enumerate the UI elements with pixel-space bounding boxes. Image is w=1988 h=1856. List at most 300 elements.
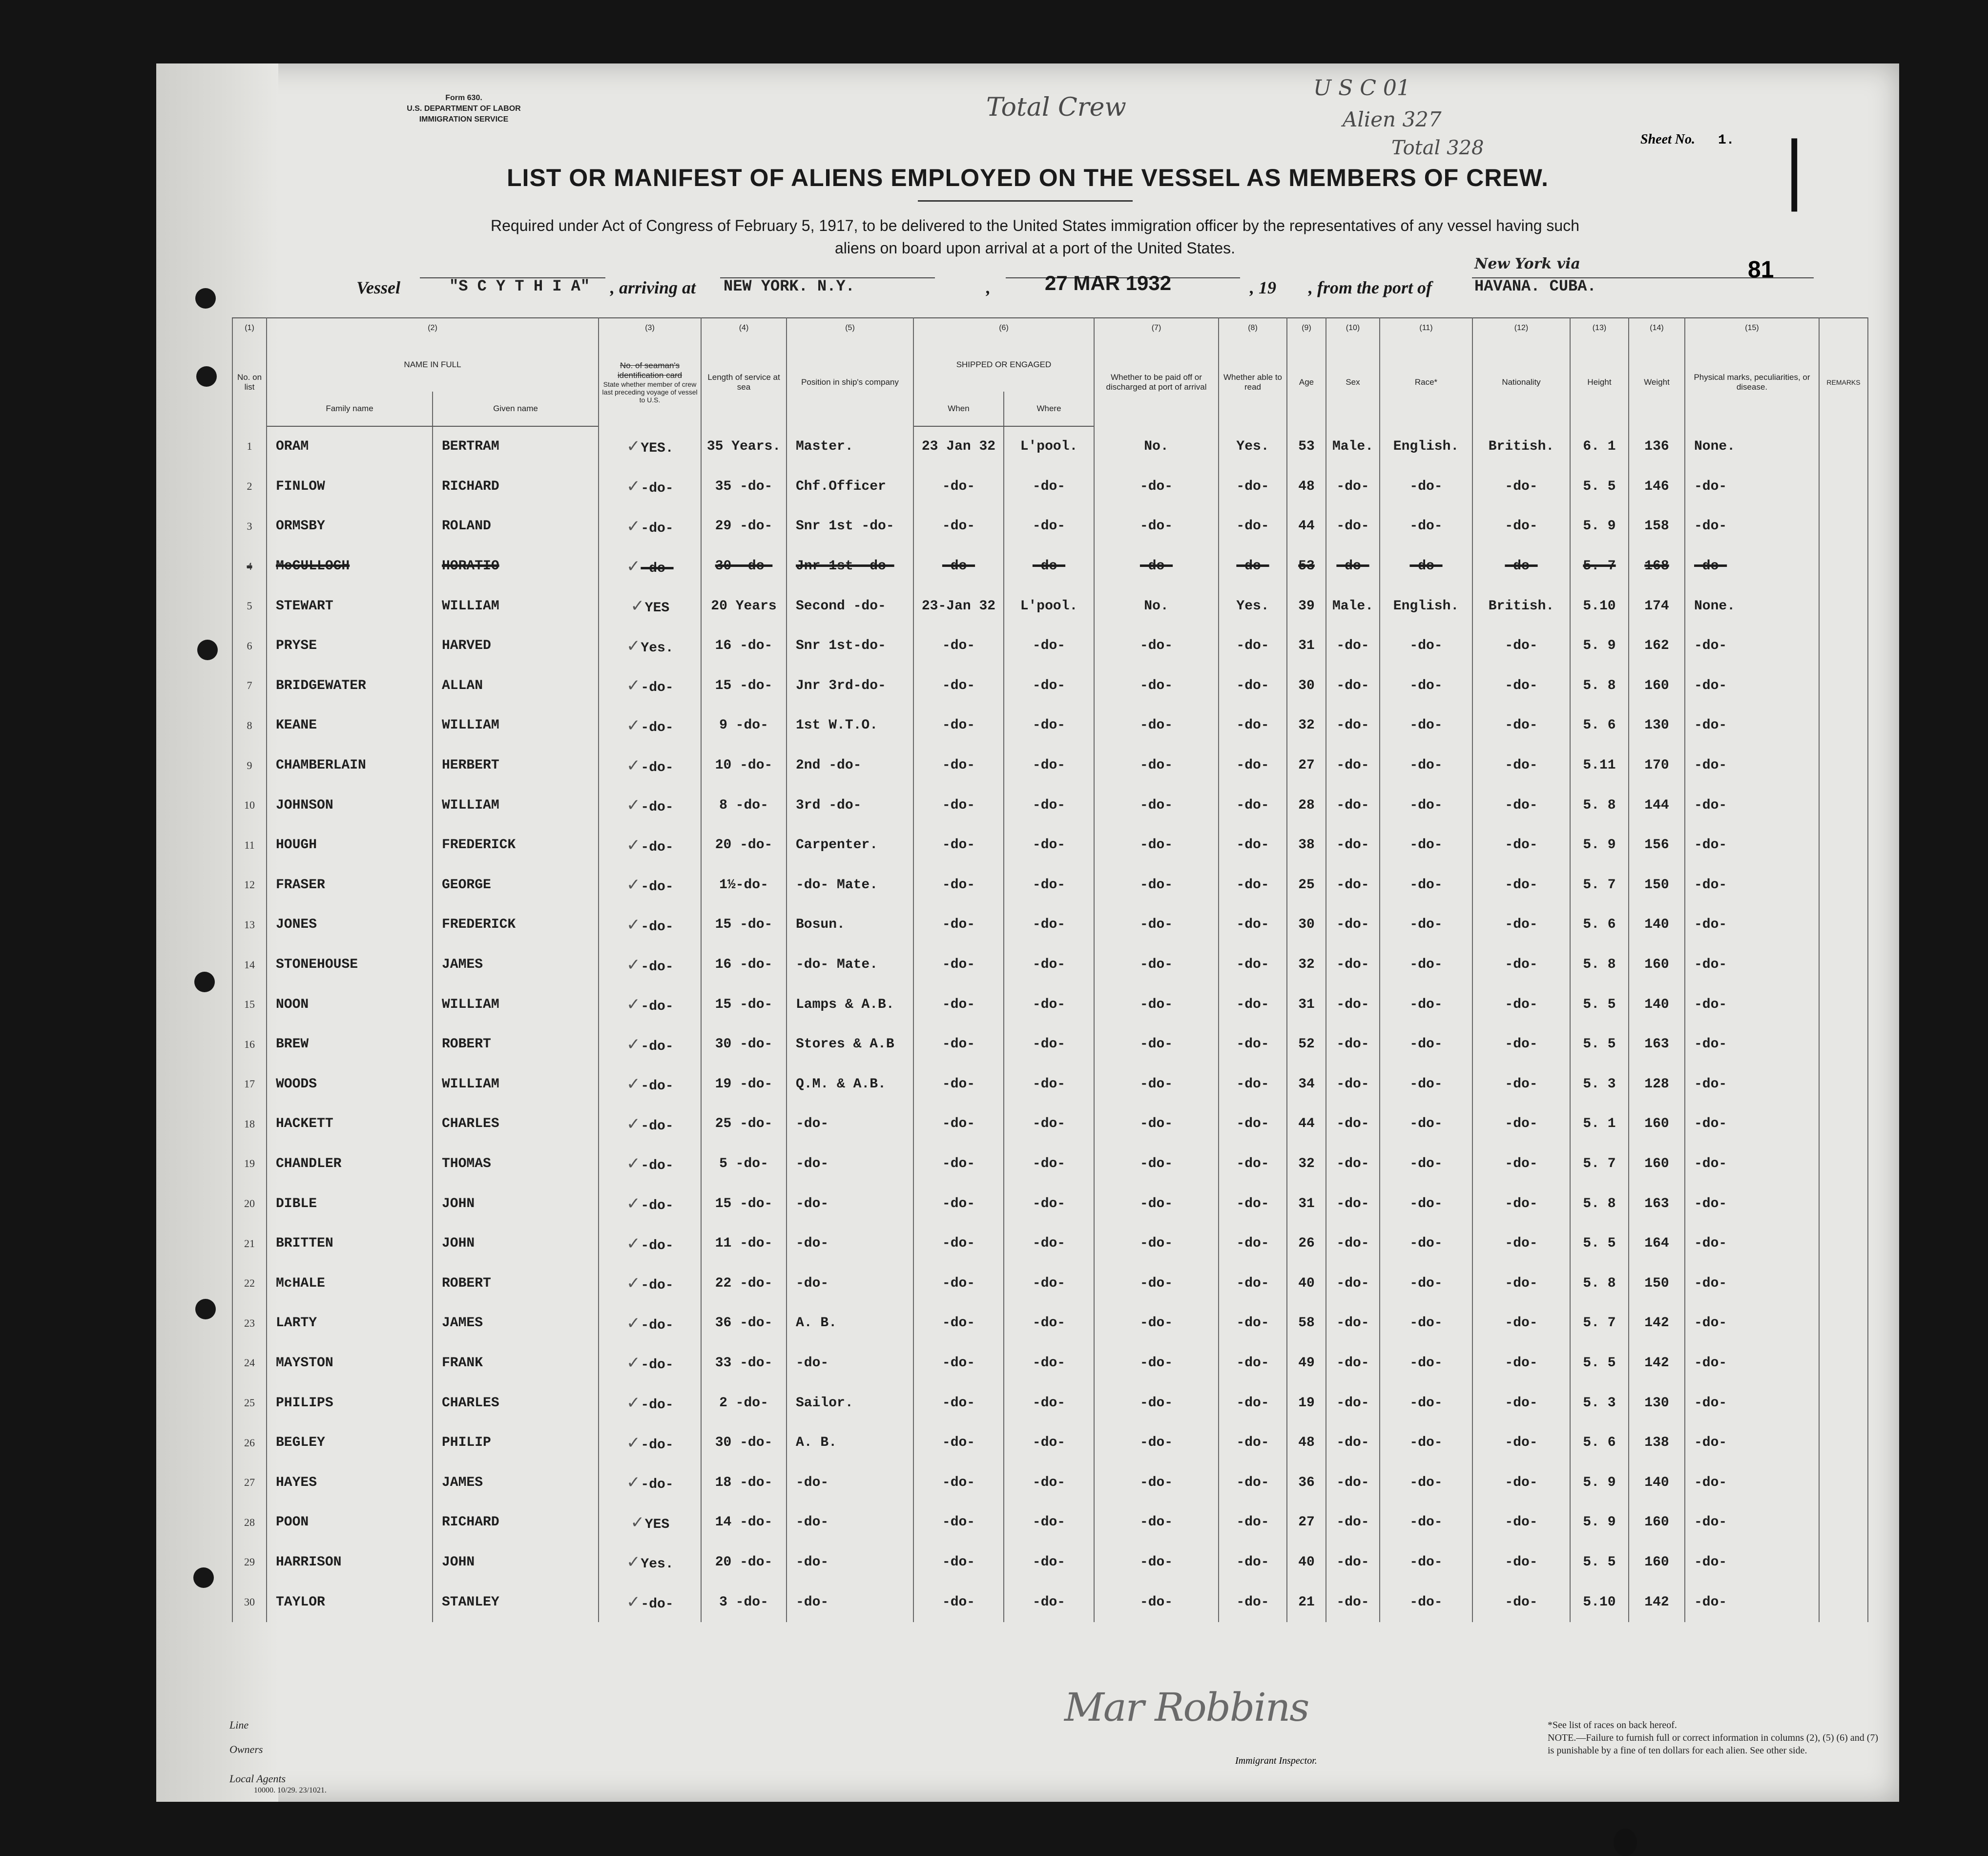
remarks bbox=[1819, 1024, 1868, 1064]
family-name: STEWART bbox=[267, 586, 433, 626]
weight: 150 bbox=[1629, 865, 1685, 905]
physical-marks: None. bbox=[1685, 586, 1819, 626]
weight: 142 bbox=[1629, 1582, 1685, 1622]
height: 5. 7 bbox=[1570, 546, 1629, 586]
previous-voyage-value: -do- bbox=[641, 1238, 674, 1253]
nationality: -do- bbox=[1472, 666, 1570, 706]
length-of-service: 2 -do- bbox=[701, 1383, 787, 1423]
crew-row bbox=[232, 546, 1868, 586]
position: -do- bbox=[787, 1104, 913, 1144]
able-to-read: -do- bbox=[1219, 666, 1287, 706]
colnum-3: (3) bbox=[599, 318, 701, 338]
height: 6. 1 bbox=[1570, 426, 1629, 467]
shipped-when: -do- bbox=[913, 1343, 1004, 1383]
colnum-5: (5) bbox=[787, 318, 913, 338]
header-physical: Physical marks, peculiarities, or disease. bbox=[1685, 338, 1819, 426]
shipped-where: -do- bbox=[1004, 506, 1094, 546]
previous-voyage bbox=[599, 666, 701, 706]
able-to-read: -do- bbox=[1219, 1502, 1287, 1543]
position: Carpenter. bbox=[787, 825, 913, 865]
paid-off: -do- bbox=[1094, 666, 1219, 706]
footnote-block bbox=[1548, 1719, 1880, 1757]
crew-row bbox=[232, 1462, 1868, 1502]
race: -do- bbox=[1380, 1303, 1472, 1343]
physical-marks: -do- bbox=[1685, 546, 1819, 586]
height: 5.10 bbox=[1570, 1582, 1629, 1622]
form-department: U.S. DEPARTMENT OF LABOR bbox=[407, 104, 521, 113]
nationality: -do- bbox=[1472, 984, 1570, 1024]
able-to-read: -do- bbox=[1219, 1303, 1287, 1343]
sex: Male. bbox=[1326, 586, 1380, 626]
able-to-read: -do- bbox=[1219, 626, 1287, 666]
given-name: FREDERICK bbox=[433, 825, 599, 865]
sex: -do- bbox=[1326, 506, 1380, 546]
row-number: 28 bbox=[232, 1502, 267, 1543]
paid-off: -do- bbox=[1094, 1104, 1219, 1144]
race: -do- bbox=[1380, 1263, 1472, 1303]
previous-voyage bbox=[599, 1423, 701, 1463]
length-of-service: 11 -do- bbox=[701, 1224, 787, 1264]
nationality: -do- bbox=[1472, 1184, 1570, 1224]
length-of-service: 14 -do- bbox=[701, 1502, 787, 1543]
paid-off: -do- bbox=[1094, 1224, 1219, 1264]
shipped-where: -do- bbox=[1004, 1104, 1094, 1144]
paid-off: -do- bbox=[1094, 1423, 1219, 1463]
weight: 130 bbox=[1629, 1383, 1685, 1423]
check-mark-icon: ✓ bbox=[626, 1154, 641, 1174]
physical-marks: -do- bbox=[1685, 1184, 1819, 1224]
shipped-when: -do- bbox=[913, 1224, 1004, 1264]
weight: 140 bbox=[1629, 1462, 1685, 1502]
position: -do- bbox=[787, 1543, 913, 1583]
colnum-10: (10) bbox=[1326, 318, 1380, 338]
able-to-read: Yes. bbox=[1219, 586, 1287, 626]
remarks bbox=[1819, 426, 1868, 467]
check-mark-icon: ✓ bbox=[626, 1273, 641, 1293]
remarks bbox=[1819, 1064, 1868, 1105]
family-name: POON bbox=[267, 1502, 433, 1543]
able-to-read: -do- bbox=[1219, 1263, 1287, 1303]
age: 28 bbox=[1287, 785, 1326, 825]
given-name: PHILIP bbox=[433, 1423, 599, 1463]
age: 48 bbox=[1287, 1423, 1326, 1463]
given-name: ALLAN bbox=[433, 666, 599, 706]
crew-row bbox=[232, 746, 1868, 786]
position: Jnr 1st -do- bbox=[787, 546, 913, 586]
paid-off: -do- bbox=[1094, 1064, 1219, 1105]
length-of-service: 15 -do- bbox=[701, 905, 787, 945]
check-mark-icon: ✓ bbox=[626, 1074, 641, 1094]
family-name: McCULLOCH bbox=[267, 546, 433, 586]
shipped-when: -do- bbox=[913, 1104, 1004, 1144]
weight: 140 bbox=[1629, 984, 1685, 1024]
crew-row bbox=[232, 1383, 1868, 1423]
check-mark-icon: ✓ bbox=[626, 1393, 641, 1413]
given-name: JOHN bbox=[433, 1184, 599, 1224]
previous-voyage-value: YES bbox=[644, 1517, 670, 1532]
position: Lamps & A.B. bbox=[787, 984, 913, 1024]
colnum-2: (2) bbox=[267, 318, 599, 338]
previous-voyage-value: -do- bbox=[641, 760, 674, 775]
header-sex: Sex bbox=[1326, 338, 1380, 426]
shipped-where: -do- bbox=[1004, 1582, 1094, 1622]
shipped-where: -do- bbox=[1004, 1383, 1094, 1423]
age: 53 bbox=[1287, 546, 1326, 586]
crew-row bbox=[232, 825, 1868, 865]
shipped-where: -do- bbox=[1004, 1303, 1094, 1343]
crew-row bbox=[232, 1184, 1868, 1224]
race: -do- bbox=[1380, 1543, 1472, 1583]
shipped-when: -do- bbox=[913, 1383, 1004, 1423]
row-number: 1 bbox=[232, 426, 267, 467]
family-name: BREW bbox=[267, 1024, 433, 1064]
header-c3: State whether member of crew last preceding voyage of vessel to U.S. bbox=[602, 380, 698, 404]
race: -do- bbox=[1380, 984, 1472, 1024]
shipped-when: -do- bbox=[913, 546, 1004, 586]
height: 5. 8 bbox=[1570, 1184, 1629, 1224]
row-number: 30 bbox=[232, 1582, 267, 1622]
race: -do- bbox=[1380, 945, 1472, 985]
shipped-when: -do- bbox=[913, 1303, 1004, 1343]
sex: -do- bbox=[1326, 1224, 1380, 1264]
crew-row bbox=[232, 467, 1868, 507]
physical-marks: -do- bbox=[1685, 1582, 1819, 1622]
previous-voyage bbox=[599, 1263, 701, 1303]
previous-voyage bbox=[599, 1383, 701, 1423]
shipped-where: -do- bbox=[1004, 546, 1094, 586]
subtitle-line-2: aliens on board upon arrival at a port of the United States. bbox=[834, 239, 1236, 257]
height: 5. 5 bbox=[1570, 1224, 1629, 1264]
length-of-service: 5 -do- bbox=[701, 1144, 787, 1184]
shipped-when: -do- bbox=[913, 1144, 1004, 1184]
row-number: 25 bbox=[232, 1383, 267, 1423]
colnum-8: (8) bbox=[1219, 318, 1287, 338]
family-name: BRIDGEWATER bbox=[267, 666, 433, 706]
previous-voyage bbox=[599, 1184, 701, 1224]
height: 5. 7 bbox=[1570, 865, 1629, 905]
length-of-service: 35 -do- bbox=[701, 467, 787, 507]
weight: 128 bbox=[1629, 1064, 1685, 1105]
shipped-where: L'pool. bbox=[1004, 426, 1094, 467]
shipped-where: -do- bbox=[1004, 626, 1094, 666]
family-name: KEANE bbox=[267, 706, 433, 746]
position: -do- Mate. bbox=[787, 945, 913, 985]
position: -do- bbox=[787, 1462, 913, 1502]
sex: -do- bbox=[1326, 1263, 1380, 1303]
previous-voyage-value: -do- bbox=[641, 1118, 674, 1134]
physical-marks: -do- bbox=[1685, 1024, 1819, 1064]
paid-off: -do- bbox=[1094, 626, 1219, 666]
crew-row bbox=[232, 1303, 1868, 1343]
nationality: -do- bbox=[1472, 506, 1570, 546]
remarks bbox=[1819, 984, 1868, 1024]
weight: 138 bbox=[1629, 1423, 1685, 1463]
remarks bbox=[1819, 467, 1868, 507]
physical-marks: -do- bbox=[1685, 626, 1819, 666]
given-name: HORATIO bbox=[433, 546, 599, 586]
weight: 160 bbox=[1629, 666, 1685, 706]
row-number: 12 bbox=[232, 865, 267, 905]
previous-voyage-value: Yes. bbox=[641, 640, 674, 656]
race: -do- bbox=[1380, 1144, 1472, 1184]
length-of-service: 3 -do- bbox=[701, 1582, 787, 1622]
able-to-read: -do- bbox=[1219, 1144, 1287, 1184]
handwritten-total: Total 328 bbox=[1391, 137, 1484, 159]
remarks bbox=[1819, 1343, 1868, 1383]
sex: -do- bbox=[1326, 746, 1380, 786]
crew-row bbox=[232, 1343, 1868, 1383]
vessel-name: "S C Y T H I A" bbox=[449, 277, 590, 295]
remarks bbox=[1819, 905, 1868, 945]
nationality: -do- bbox=[1472, 945, 1570, 985]
nationality: -do- bbox=[1472, 467, 1570, 507]
given-name: WILLIAM bbox=[433, 706, 599, 746]
shipped-when: -do- bbox=[913, 506, 1004, 546]
previous-voyage-value: -do- bbox=[641, 839, 674, 855]
remarks bbox=[1819, 945, 1868, 985]
weight: 160 bbox=[1629, 1144, 1685, 1184]
remarks bbox=[1819, 785, 1868, 825]
physical-marks: None. bbox=[1685, 426, 1819, 467]
age: 25 bbox=[1287, 865, 1326, 905]
race: -do- bbox=[1380, 1502, 1472, 1543]
row-number: 10 bbox=[232, 785, 267, 825]
able-to-read: -do- bbox=[1219, 1104, 1287, 1144]
previous-voyage bbox=[599, 1303, 701, 1343]
sex: Male. bbox=[1326, 426, 1380, 467]
row-number: 27 bbox=[232, 1462, 267, 1502]
shipped-when: -do- bbox=[913, 467, 1004, 507]
age: 40 bbox=[1287, 1263, 1326, 1303]
given-name: FREDERICK bbox=[433, 905, 599, 945]
length-of-service: 19 -do- bbox=[701, 1064, 787, 1105]
age: 27 bbox=[1287, 1502, 1326, 1543]
able-to-read: -do- bbox=[1219, 1543, 1287, 1583]
crew-row bbox=[232, 1502, 1868, 1543]
height: 5.11 bbox=[1570, 746, 1629, 786]
previous-voyage-value: -do- bbox=[641, 1437, 674, 1453]
header-length-service: Length of service at sea bbox=[701, 338, 787, 426]
shipped-when: -do- bbox=[913, 1543, 1004, 1583]
punch-hole bbox=[196, 366, 217, 387]
family-name: DIBLE bbox=[267, 1184, 433, 1224]
previous-voyage-value: -do- bbox=[641, 959, 674, 975]
race: -do- bbox=[1380, 706, 1472, 746]
paid-off: -do- bbox=[1094, 1543, 1219, 1583]
position: A. B. bbox=[787, 1423, 913, 1463]
weight: 160 bbox=[1629, 1104, 1685, 1144]
length-of-service: 10 -do- bbox=[701, 746, 787, 786]
position: -do- bbox=[787, 1184, 913, 1224]
physical-marks: -do- bbox=[1685, 1543, 1819, 1583]
able-to-read: -do- bbox=[1219, 706, 1287, 746]
able-to-read: -do- bbox=[1219, 1024, 1287, 1064]
height: 5. 7 bbox=[1570, 1144, 1629, 1184]
length-of-service: 33 -do- bbox=[701, 1343, 787, 1383]
race: -do- bbox=[1380, 1064, 1472, 1105]
crew-row bbox=[232, 626, 1868, 666]
physical-marks: -do- bbox=[1685, 1064, 1819, 1105]
from-label: , from the port of bbox=[1308, 278, 1432, 297]
age: 36 bbox=[1287, 1462, 1326, 1502]
previous-voyage bbox=[599, 1104, 701, 1144]
age: 32 bbox=[1287, 706, 1326, 746]
shipped-where: -do- bbox=[1004, 1024, 1094, 1064]
previous-voyage bbox=[599, 1343, 701, 1383]
column-number-row bbox=[232, 318, 1868, 338]
previous-voyage bbox=[599, 825, 701, 865]
position: -do- Mate. bbox=[787, 865, 913, 905]
shipped-when: -do- bbox=[913, 626, 1004, 666]
race: English. bbox=[1380, 426, 1472, 467]
handwritten-usc: U S C 01 bbox=[1313, 76, 1410, 101]
length-of-service: 22 -do- bbox=[701, 1263, 787, 1303]
shipped-when: -do- bbox=[913, 945, 1004, 985]
nationality: -do- bbox=[1472, 785, 1570, 825]
previous-voyage bbox=[599, 1543, 701, 1583]
nationality: -do- bbox=[1472, 1224, 1570, 1264]
remarks bbox=[1819, 825, 1868, 865]
physical-marks: -do- bbox=[1685, 785, 1819, 825]
header-name-in-full: NAME IN FULL bbox=[267, 338, 599, 392]
page-title: LIST OR MANIFEST OF ALIENS EMPLOYED ON THE VESSEL AS MEMBERS OF CREW. bbox=[507, 164, 1549, 191]
colnum-12: (12) bbox=[1472, 318, 1570, 338]
shipped-when: -do- bbox=[913, 1502, 1004, 1543]
height: 5. 3 bbox=[1570, 1383, 1629, 1423]
check-mark-icon: ✓ bbox=[626, 556, 641, 576]
race: -do- bbox=[1380, 1343, 1472, 1383]
able-to-read: -do- bbox=[1219, 945, 1287, 985]
previous-voyage-value: YES. bbox=[641, 441, 674, 457]
length-of-service: 25 -do- bbox=[701, 1104, 787, 1144]
check-mark-icon: ✓ bbox=[626, 1034, 641, 1054]
height: 5. 5 bbox=[1570, 1024, 1629, 1064]
length-of-service: 15 -do- bbox=[701, 984, 787, 1024]
age: 26 bbox=[1287, 1224, 1326, 1264]
remarks bbox=[1819, 1582, 1868, 1622]
position: Second -do- bbox=[787, 586, 913, 626]
able-to-read: -do- bbox=[1219, 1423, 1287, 1463]
handwritten-alien: Alien 327 bbox=[1343, 107, 1442, 131]
physical-marks: -do- bbox=[1685, 1303, 1819, 1343]
previous-voyage bbox=[599, 706, 701, 746]
paid-off: -do- bbox=[1094, 1024, 1219, 1064]
given-name: WILLIAM bbox=[433, 1064, 599, 1105]
age: 40 bbox=[1287, 1543, 1326, 1583]
sex: -do- bbox=[1326, 865, 1380, 905]
physical-marks: -do- bbox=[1685, 1502, 1819, 1543]
given-name: ROLAND bbox=[433, 506, 599, 546]
crew-row bbox=[232, 1144, 1868, 1184]
shipped-where: -do- bbox=[1004, 1144, 1094, 1184]
previous-voyage-value: -do- bbox=[641, 1397, 674, 1413]
arriving-comma: , bbox=[986, 278, 991, 297]
crew-row bbox=[232, 426, 1868, 467]
family-name: PRYSE bbox=[267, 626, 433, 666]
crew-row bbox=[232, 1582, 1868, 1622]
race: -do- bbox=[1380, 1462, 1472, 1502]
paid-off: No. bbox=[1094, 426, 1219, 467]
sex: -do- bbox=[1326, 1423, 1380, 1463]
row-number: 19 bbox=[232, 1144, 267, 1184]
shipped-when: -do- bbox=[913, 905, 1004, 945]
previous-voyage-value: Yes. bbox=[641, 1557, 674, 1572]
shipped-where: -do- bbox=[1004, 1423, 1094, 1463]
header-nationality: Nationality bbox=[1472, 338, 1570, 426]
length-of-service: 30 -do- bbox=[701, 1024, 787, 1064]
length-of-service: 29 -do- bbox=[701, 506, 787, 546]
sex: -do- bbox=[1326, 546, 1380, 586]
position: Jnr 3rd-do- bbox=[787, 666, 913, 706]
row-number: 21 bbox=[232, 1224, 267, 1264]
previous-voyage-value: -do- bbox=[641, 720, 674, 735]
sheet-label: Sheet No. bbox=[1640, 132, 1695, 147]
sex: -do- bbox=[1326, 785, 1380, 825]
row-number: 24 bbox=[232, 1343, 267, 1383]
paid-off: -do- bbox=[1094, 1184, 1219, 1224]
crew-row bbox=[232, 1024, 1868, 1064]
previous-voyage bbox=[599, 426, 701, 467]
footer-line-label: Line bbox=[229, 1719, 249, 1731]
colnum-14: (14) bbox=[1629, 318, 1685, 338]
row-number: 11 bbox=[232, 825, 267, 865]
row-number: 3 bbox=[232, 506, 267, 546]
shipped-where: -do- bbox=[1004, 1462, 1094, 1502]
handwritten-total-crew: Total Crew bbox=[986, 93, 1126, 122]
length-of-service: 20 -do- bbox=[701, 825, 787, 865]
paid-off: -do- bbox=[1094, 506, 1219, 546]
previous-voyage bbox=[599, 626, 701, 666]
punch-hole bbox=[195, 1299, 216, 1319]
check-mark-icon: ✓ bbox=[626, 795, 641, 815]
given-name: BERTRAM bbox=[433, 426, 599, 467]
remarks bbox=[1819, 1184, 1868, 1224]
able-to-read: -do- bbox=[1219, 984, 1287, 1024]
check-mark-icon: ✓ bbox=[626, 477, 641, 497]
physical-marks: -do- bbox=[1685, 945, 1819, 985]
race: -do- bbox=[1380, 546, 1472, 586]
age: 38 bbox=[1287, 825, 1326, 865]
check-mark-icon: ✓ bbox=[626, 715, 641, 735]
age: 44 bbox=[1287, 1104, 1326, 1144]
able-to-read: -do- bbox=[1219, 1582, 1287, 1622]
colnum-7: (7) bbox=[1094, 318, 1219, 338]
position: -do- bbox=[787, 1144, 913, 1184]
physical-marks: -do- bbox=[1685, 1144, 1819, 1184]
previous-voyage-value: -do- bbox=[641, 1317, 674, 1333]
able-to-read: -do- bbox=[1219, 506, 1287, 546]
length-of-service: 30 -do- bbox=[701, 1423, 787, 1463]
able-to-read: -do- bbox=[1219, 825, 1287, 865]
arriving-port: NEW YORK. N.Y. bbox=[724, 277, 855, 295]
check-mark-icon: ✓ bbox=[626, 676, 641, 696]
given-name: CHARLES bbox=[433, 1104, 599, 1144]
sheet-number bbox=[1640, 132, 1735, 148]
shipped-where: -do- bbox=[1004, 865, 1094, 905]
position: -do- bbox=[787, 1224, 913, 1264]
paid-off: -do- bbox=[1094, 546, 1219, 586]
sex: -do- bbox=[1326, 1343, 1380, 1383]
physical-marks: -do- bbox=[1685, 1343, 1819, 1383]
colnum-15: (15) bbox=[1685, 318, 1819, 338]
position: Chf.Officer bbox=[787, 467, 913, 507]
row-number: 17 bbox=[232, 1064, 267, 1105]
colnum-13: (13) bbox=[1570, 318, 1629, 338]
row-number: 8 bbox=[232, 706, 267, 746]
header-paid-off: Whether to be paid off or discharged at port of arrival bbox=[1094, 338, 1219, 426]
height: 5. 5 bbox=[1570, 1543, 1629, 1583]
row-number: 14 bbox=[232, 945, 267, 985]
